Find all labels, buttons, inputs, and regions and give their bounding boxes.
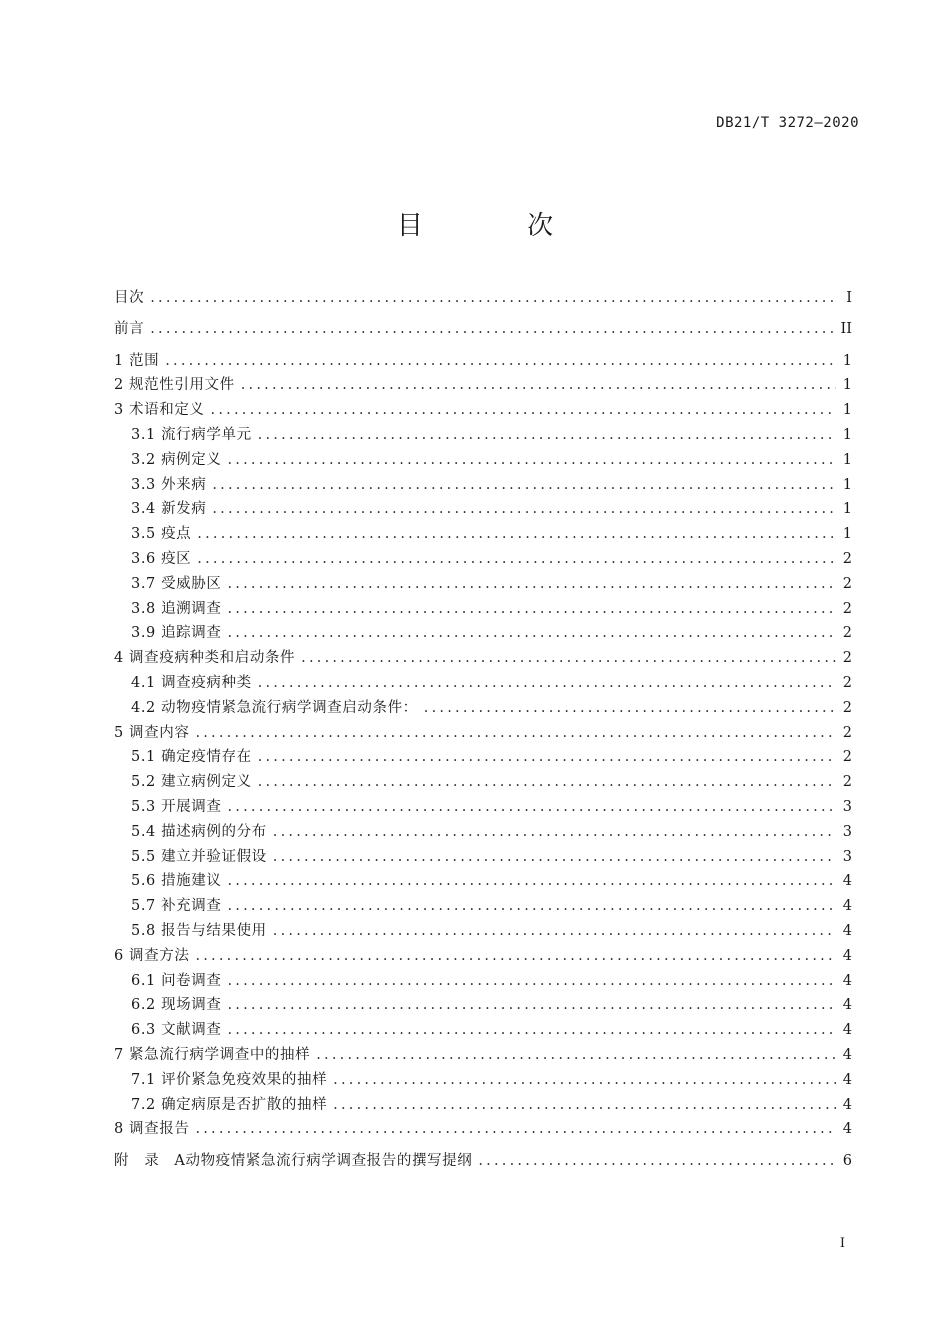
toc-entry-page: 1 [842, 352, 852, 369]
toc-entry-label: 5 调查内容 [114, 724, 190, 741]
toc-entry-page: 1 [842, 377, 852, 394]
toc-entry[interactable] [114, 1068, 852, 1093]
toc-entry-page: 3 [842, 848, 852, 865]
toc-entry-label: 3.1 流行病学单元 [131, 426, 252, 443]
toc-entry[interactable] [114, 993, 852, 1018]
toc-entry-label: 4.2 动物疫情紧急流行病学调查启动条件： [131, 699, 418, 716]
page-number: I [839, 1236, 845, 1251]
toc-entry-page: 2 [842, 674, 852, 691]
toc-entry-label: 6.1 问卷调查 [131, 972, 222, 989]
toc-entry-label: 5.8 报告与结果使用 [131, 922, 267, 939]
toc-entry-label: 6.3 文献调查 [131, 1022, 222, 1039]
toc-dot-leader [165, 353, 836, 369]
toc-entry-page: 1 [842, 451, 852, 468]
toc-dot-leader [258, 749, 836, 765]
toc-entry-page: 1 [842, 526, 852, 543]
toc-dot-leader [258, 774, 836, 790]
toc-dot-leader [424, 700, 836, 716]
toc-dot-leader [212, 501, 836, 517]
toc-entry[interactable] [114, 969, 852, 994]
toc-entry-page: 2 [842, 625, 852, 642]
toc-entry[interactable] [114, 423, 852, 448]
toc-entry[interactable] [114, 317, 852, 342]
toc-entry[interactable] [114, 745, 852, 770]
toc-entry-page: I [846, 290, 852, 306]
toc-entry-label: 3.9 追踪调查 [131, 625, 222, 642]
toc-entry-page: 1 [842, 476, 852, 493]
toc-dot-leader [316, 1047, 836, 1063]
toc-entry[interactable] [114, 795, 852, 820]
toc-entry-label: 8 调查报告 [114, 1121, 190, 1138]
toc-dot-leader [150, 290, 836, 306]
toc-entry-page: 3 [842, 798, 852, 815]
toc-entry[interactable] [114, 1043, 852, 1068]
toc-entry-page: 1 [842, 501, 852, 518]
toc-entry-page: 6 [842, 1152, 852, 1169]
toc-entry-page: 1 [842, 426, 852, 443]
toc-entry[interactable] [114, 1117, 852, 1142]
toc-dot-leader [273, 824, 836, 840]
toc-entry-label: 5.4 描述病例的分布 [131, 823, 267, 840]
toc-entry-label: 前言 [114, 321, 145, 338]
toc-entry-page: 1 [842, 402, 852, 419]
toc-entry[interactable] [114, 894, 852, 919]
toc-entry-label: 7.2 确定病原是否扩散的抽样 [131, 1096, 328, 1113]
toc-entry-page: 2 [842, 575, 852, 592]
page-title: 目 次 [396, 211, 602, 241]
toc-entry-label: 3.4 新发病 [131, 501, 207, 518]
toc-dot-leader [212, 477, 836, 493]
toc-dot-leader [227, 576, 836, 592]
toc-entry-label: 5.6 措施建议 [131, 873, 222, 890]
toc-entry[interactable] [114, 869, 852, 894]
toc-dot-leader [273, 923, 836, 939]
toc-entry-label: 4.1 调查疫病种类 [131, 674, 252, 691]
toc-entry-label: 3.7 受威胁区 [131, 575, 222, 592]
toc-dot-leader [211, 402, 836, 418]
toc-dot-leader [227, 601, 836, 617]
table-of-contents [114, 286, 852, 1173]
toc-entry-page: 4 [842, 1096, 852, 1113]
toc-dot-leader [273, 849, 836, 865]
toc-dot-leader [195, 725, 836, 741]
document-code: DB21/T 3272—2020 [716, 115, 859, 131]
toc-entry-label: 1 范围 [114, 352, 160, 369]
toc-entry[interactable] [114, 522, 852, 547]
toc-entry-label: 5.5 建立并验证假设 [131, 848, 267, 865]
toc-entry-label: 3.2 病例定义 [131, 451, 222, 468]
toc-entry-label: 2 规范性引用文件 [114, 377, 235, 394]
toc-dot-leader [333, 1097, 836, 1113]
toc-dot-leader [258, 427, 836, 443]
toc-entry-label: 5.2 建立病例定义 [131, 774, 252, 791]
toc-entry[interactable] [114, 770, 852, 795]
toc-entry-label: 6 调查方法 [114, 947, 190, 964]
toc-entry-label: 7 紧急流行病学调查中的抽样 [114, 1046, 311, 1063]
toc-entry-page: 3 [842, 823, 852, 840]
toc-entry-page: 4 [842, 1022, 852, 1039]
toc-entry-label: 4 调查疫病种类和启动条件 [114, 650, 296, 667]
toc-entry[interactable] [114, 448, 852, 473]
toc-entry[interactable] [114, 646, 852, 671]
toc-dot-leader [227, 625, 836, 641]
toc-entry-page: 4 [842, 1071, 852, 1088]
toc-entry-page: 4 [842, 1121, 852, 1138]
toc-dot-leader [195, 948, 836, 964]
toc-entry-page: 2 [842, 650, 852, 667]
toc-entry-label: 3.5 疫点 [131, 526, 192, 543]
toc-entry[interactable] [114, 919, 852, 944]
toc-entry[interactable] [114, 547, 852, 572]
toc-entry[interactable] [114, 820, 852, 845]
toc-entry[interactable] [114, 845, 852, 870]
toc-entry[interactable] [114, 621, 852, 646]
toc-entry-label: 5.7 补充调查 [131, 898, 222, 915]
toc-dot-leader [227, 1022, 836, 1038]
toc-entry[interactable] [114, 572, 852, 597]
toc-entry[interactable] [114, 597, 852, 622]
toc-entry-label: 7.1 评价紧急免疫效果的抽样 [131, 1071, 328, 1088]
toc-entry-page: 4 [842, 873, 852, 890]
toc-dot-leader [197, 526, 836, 542]
toc-entry[interactable] [114, 1018, 852, 1043]
toc-entry[interactable] [114, 349, 852, 374]
toc-entry-label: 附 录 A动物疫情紧急流行病学调查报告的撰写提纲 [114, 1152, 473, 1169]
toc-entry[interactable] [114, 1149, 852, 1174]
toc-dot-leader [227, 997, 836, 1013]
toc-entry[interactable] [114, 671, 852, 696]
toc-dot-leader [333, 1072, 836, 1088]
toc-entry[interactable] [114, 497, 852, 522]
toc-dot-leader [258, 675, 836, 691]
toc-entry[interactable] [114, 721, 852, 746]
toc-entry-page: 2 [842, 749, 852, 766]
toc-dot-leader [227, 452, 836, 468]
toc-dot-leader [150, 321, 834, 337]
toc-entry[interactable] [114, 473, 852, 498]
toc-entry-label: 5.3 开展调查 [131, 798, 222, 815]
toc-entry-page: 4 [842, 922, 852, 939]
toc-entry-label: 6.2 现场调查 [131, 997, 222, 1014]
toc-entry-label: 5.1 确定疫情存在 [131, 749, 252, 766]
toc-entry-page: 4 [842, 997, 852, 1014]
toc-entry[interactable] [114, 286, 852, 311]
toc-entry-label: 3.8 追溯调查 [131, 600, 222, 617]
toc-entry-label: 3.6 疫区 [131, 550, 192, 567]
toc-entry[interactable] [114, 1093, 852, 1118]
toc-entry-page: II [840, 321, 852, 338]
toc-entry-page: 2 [842, 724, 852, 741]
toc-entry-label: 目次 [114, 290, 145, 306]
toc-entry[interactable] [114, 398, 852, 423]
toc-entry-page: 4 [842, 947, 852, 964]
toc-entry-page: 2 [842, 774, 852, 791]
toc-dot-leader [197, 551, 836, 567]
toc-entry[interactable] [114, 696, 852, 721]
toc-entry[interactable] [114, 944, 852, 969]
toc-dot-leader [478, 1153, 836, 1169]
toc-entry-page: 4 [842, 972, 852, 989]
toc-entry-page: 2 [842, 699, 852, 716]
toc-dot-leader [227, 973, 836, 989]
toc-entry-page: 2 [842, 550, 852, 567]
toc-entry-label: 3.3 外来病 [131, 476, 207, 493]
toc-dot-leader [195, 1121, 836, 1137]
toc-dot-leader [227, 799, 836, 815]
toc-entry-label: 3 术语和定义 [114, 402, 205, 419]
toc-dot-leader [227, 898, 836, 914]
toc-dot-leader [301, 650, 836, 666]
toc-dot-leader [241, 377, 836, 393]
toc-entry[interactable] [114, 373, 852, 398]
toc-dot-leader [227, 873, 836, 889]
toc-entry-page: 2 [842, 600, 852, 617]
toc-entry-page: 4 [842, 898, 852, 915]
toc-entry-page: 4 [842, 1046, 852, 1063]
